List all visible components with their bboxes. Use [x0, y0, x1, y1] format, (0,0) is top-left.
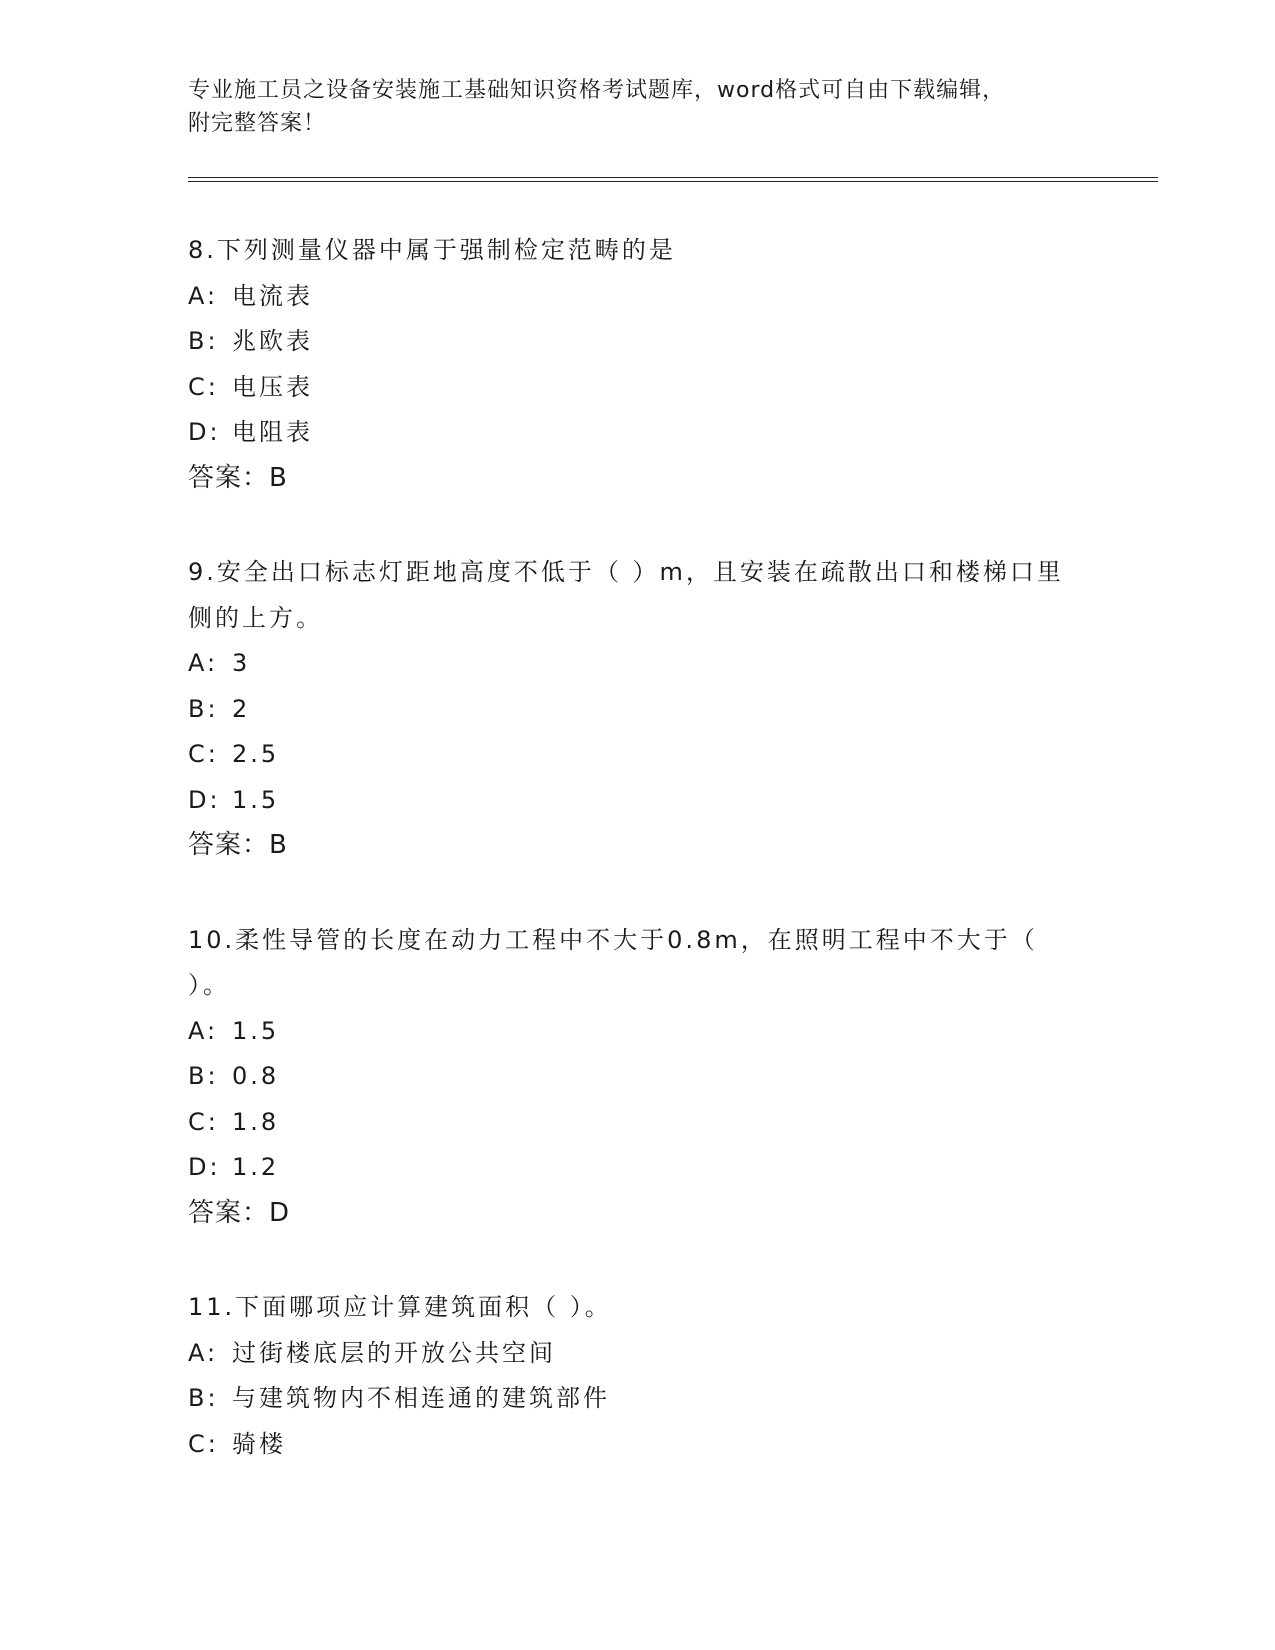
option-key: C:	[188, 372, 219, 401]
option-text: 3	[232, 649, 251, 677]
option-b	[188, 687, 1088, 733]
option-text: 电阻表	[232, 418, 313, 446]
option-a	[188, 274, 1088, 320]
option-d	[188, 1145, 1088, 1191]
option-key: B:	[188, 1384, 219, 1412]
option-text: 0.8	[232, 1062, 280, 1090]
option-key: B:	[188, 1062, 219, 1090]
question-stem: 10.柔性导管的长度在动力工程中不大于0.8m，在照明工程中不大于（ ）。	[188, 925, 1038, 999]
option-a	[188, 1009, 1088, 1055]
option-a	[188, 1331, 1088, 1377]
option-key: B:	[188, 327, 219, 355]
option-text: 1.2	[232, 1153, 280, 1181]
option-key: A:	[188, 649, 219, 677]
question-9	[188, 550, 1088, 869]
option-text: 兆欧表	[232, 327, 313, 355]
option-c	[188, 365, 1088, 411]
option-key: D:	[188, 785, 221, 814]
question-stem: 11.下面哪项应计算建筑面积（ ）。	[188, 1293, 612, 1321]
option-key: C:	[188, 1429, 219, 1458]
option-text: 电流表	[232, 281, 313, 310]
option-key: C:	[188, 1107, 219, 1136]
document-header: 专业施工员之设备安装施工基础知识资格考试题库，word格式可自由下载编辑， 附完整答案！	[188, 78, 1006, 136]
option-c	[188, 732, 1088, 778]
option-text: 1.5	[232, 785, 280, 814]
option-c	[188, 1422, 1088, 1468]
question-11	[188, 1285, 1088, 1467]
option-d	[188, 778, 1088, 824]
option-c	[188, 1100, 1088, 1146]
option-key: D:	[188, 418, 221, 446]
question-stem: 8.下列测量仪器中属于强制检定范畴的是	[188, 236, 676, 264]
option-text: 1.5	[232, 1016, 280, 1045]
option-b	[188, 1054, 1088, 1100]
header-double-rule	[188, 177, 1158, 182]
option-text: 2.5	[232, 740, 280, 768]
question-list	[188, 228, 1088, 1516]
option-d	[188, 410, 1088, 456]
option-key: A:	[188, 1338, 219, 1367]
option-text: 骑楼	[232, 1429, 286, 1458]
option-key: D:	[188, 1153, 221, 1181]
option-b	[188, 1376, 1088, 1422]
option-text: 电压表	[232, 372, 313, 401]
answer-line: 答案：D	[188, 1197, 291, 1228]
question-10	[188, 918, 1088, 1237]
option-text: 与建筑物内不相连通的建筑部件	[232, 1384, 610, 1412]
option-key: B:	[188, 694, 219, 723]
option-key: A:	[188, 1016, 219, 1045]
option-b	[188, 319, 1088, 365]
option-text: 过街楼底层的开放公共空间	[232, 1338, 556, 1367]
answer-line: 答案：B	[188, 830, 288, 860]
option-key: C:	[188, 740, 219, 768]
question-stem: 9.安全出口标志灯距地高度不低于（ ）m，且安装在疏散出口和楼梯口里侧的上方。	[188, 558, 1064, 632]
answer-line: 答案：B	[188, 462, 288, 493]
option-key: A:	[188, 281, 219, 310]
option-a	[188, 641, 1088, 687]
option-text: 2	[232, 694, 251, 723]
option-text: 1.8	[232, 1107, 280, 1136]
question-8	[188, 228, 1088, 501]
